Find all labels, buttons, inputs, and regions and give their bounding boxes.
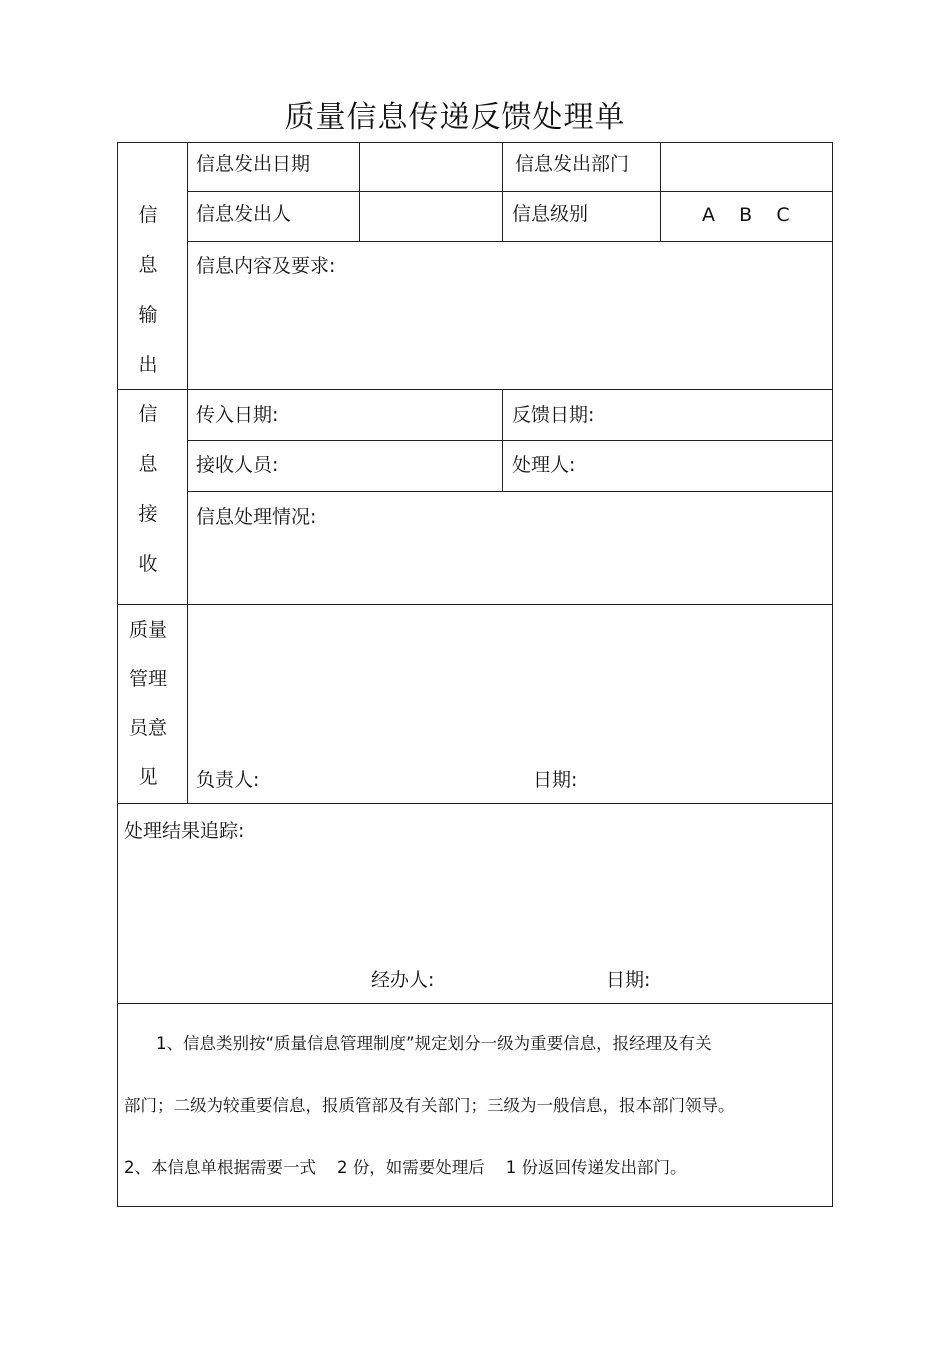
note-line-1: 1、信息类别按“质量信息管理制度”规定划分一级为重要信息，报经理及有关: [156, 1034, 712, 1053]
handler-label: 处理人:: [512, 454, 576, 476]
receive-col-divider: [502, 389, 503, 491]
output-section-label: [118, 190, 178, 390]
tracking-date-label: 日期:: [606, 969, 651, 991]
tracking-label: 处理结果追踪:: [124, 820, 245, 842]
info-sender-label: 信息发出人: [196, 203, 292, 225]
section-line: 管理: [128, 668, 167, 690]
section-line: 质量: [128, 619, 167, 641]
feedback-date-label: 反馈日期:: [512, 404, 595, 426]
receiver-label: 接收人员:: [196, 454, 279, 476]
output-col-divider-2: [502, 142, 503, 241]
form-title: 质量信息传递反馈处理单: [284, 100, 626, 135]
section-char: 收: [138, 553, 158, 575]
divider-tracking-notes: [117, 1003, 833, 1004]
info-level-options[interactable]: A B C: [702, 204, 790, 226]
info-level-label: 信息级别: [512, 203, 589, 225]
receive-row-divider-1: [187, 440, 832, 441]
info-date-label: 信息发出日期: [196, 153, 311, 175]
output-col-divider-3: [660, 142, 661, 241]
section-char: 输: [138, 304, 158, 326]
note-line-3: 2、本信息单根据需要一式 2 份，如需要处理后 1 份返回传递发出部门。: [124, 1158, 687, 1177]
opinion-section-label: [118, 606, 178, 802]
receive-section-label: [118, 389, 178, 589]
opinion-field[interactable]: [196, 612, 826, 752]
info-sender-field[interactable]: [368, 196, 496, 236]
section-char: 出: [138, 354, 158, 376]
info-dept-label: 信息发出部门: [515, 153, 630, 175]
output-row-divider-1: [187, 191, 832, 192]
in-date-label: 传入日期:: [196, 404, 279, 426]
note-line-2: 部门；二级为较重要信息，报质管部及有关部门；三级为一般信息，报本部门领导。: [124, 1096, 735, 1115]
section-line: 见: [138, 766, 158, 788]
tracking-field[interactable]: [124, 850, 824, 960]
section-char: 息: [138, 453, 158, 475]
divider-opinion-tracking: [117, 803, 833, 804]
divider-output-receive: [117, 389, 833, 390]
table-border-bottom: [117, 1206, 833, 1207]
owner-label: 负责人:: [196, 769, 260, 791]
opinion-date-label: 日期:: [533, 769, 578, 791]
table-border-right: [832, 142, 833, 1206]
info-content-label: 信息内容及要求:: [196, 255, 336, 277]
divider-receive-opinion: [117, 604, 833, 605]
info-date-field[interactable]: [368, 146, 496, 186]
agent-label: 经办人:: [371, 969, 435, 991]
section-char: 信: [138, 204, 158, 226]
receive-row-divider-2: [187, 491, 832, 492]
section-char: 息: [138, 254, 158, 276]
output-col-divider-1: [359, 142, 360, 241]
section-line: 员意: [128, 717, 167, 739]
table-border-top: [117, 142, 833, 143]
info-content-field[interactable]: [196, 282, 826, 382]
handling-label: 信息处理情况:: [196, 506, 317, 528]
section-char: 信: [138, 403, 158, 425]
section-char: 接: [138, 503, 158, 525]
output-row-divider-2: [187, 241, 832, 242]
info-dept-field[interactable]: [668, 146, 826, 186]
handling-field[interactable]: [196, 534, 826, 596]
